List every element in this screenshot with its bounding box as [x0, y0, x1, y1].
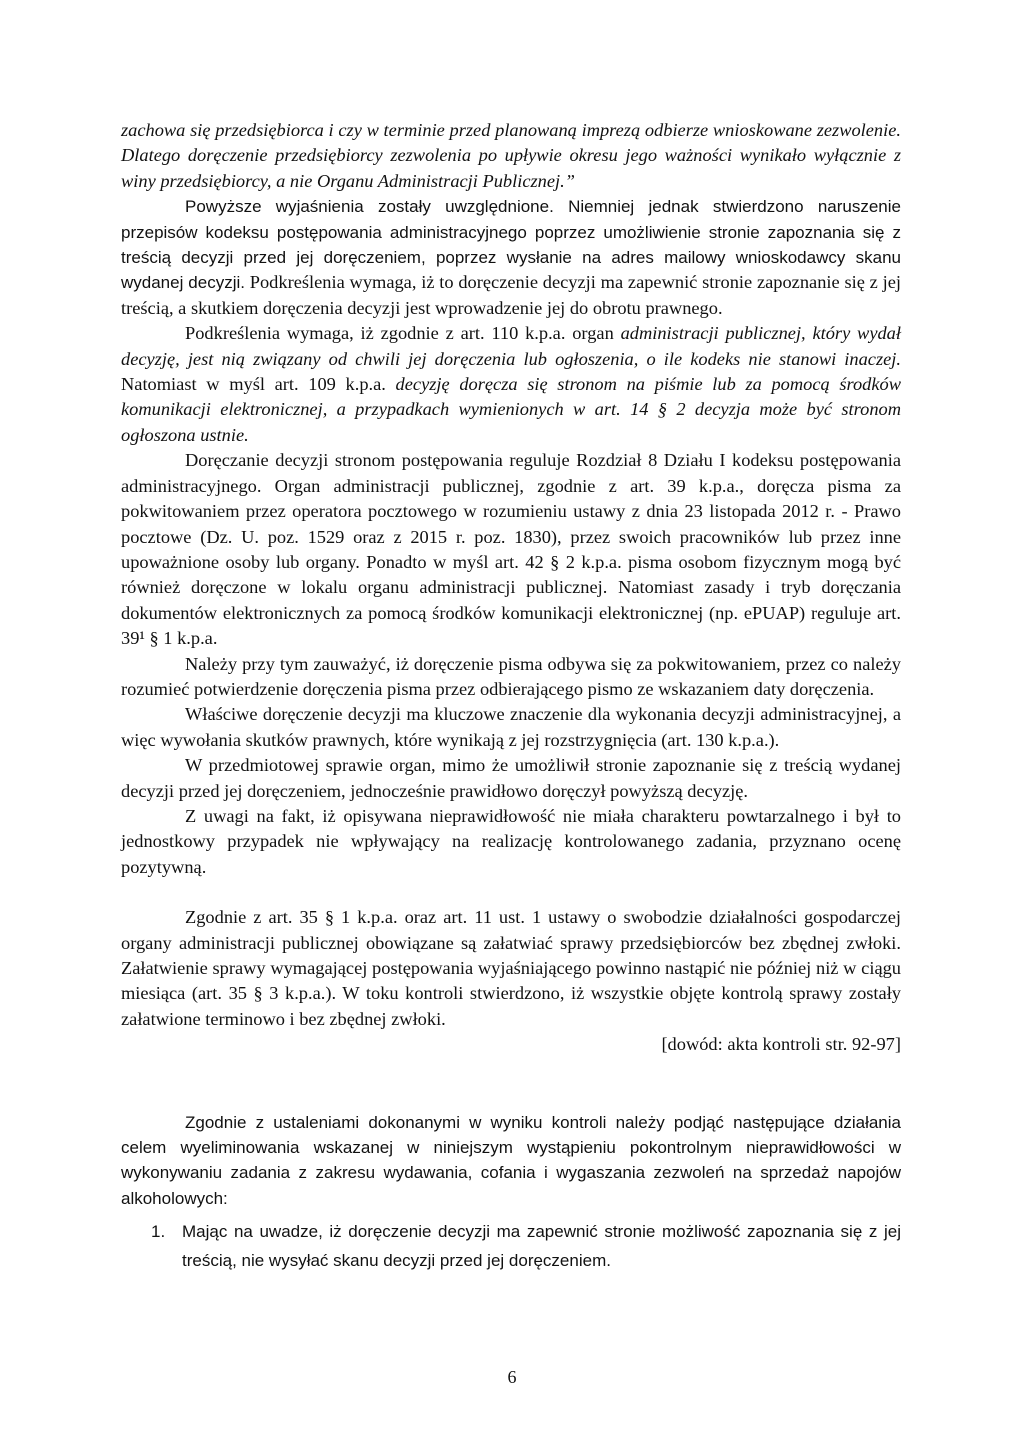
spacer [121, 880, 901, 905]
paragraph-delivery-rules: Doręczanie decyzji stronom postępowania reguluje Rozdział 8 Działu I kodeksu postępowania administracyjnego. Organ administracji publicznej, zgodnie z art. 39 k.p.a., doręcza pisma za pokwitowaniem przez operatora pocztowego w rozumieniu ustawy z dnia 23 listopada 2012 r. - Prawo pocztowe (Dz. U. poz. 1529 oraz z 2015 r. poz. 1830), przez swoich pracowników lub przez inne upoważnione osoby lub organy. Ponadto w myśl art. 42 § 2 k.p.a. pisma osobom fizycznym mogą być również doręczone w lokalu organu administracji publicznej. Natomiast zasady i tryb doręczania dokumentów elektronicznych za pomocą środków komunikacji elektronicznej (np. ePUAP) reguluje art. 39¹ § 1 k.p.a. [121, 450, 901, 649]
recommendations-list [121, 1217, 901, 1275]
spacer [121, 1058, 901, 1110]
list-item-text: Mając na uwadze, iż doręczenie decyzji ma zapewnić stronie możliwość zapoznania się z jej treścią, nie wysyłać skanu decyzji przed jej doręczeniem. [182, 1222, 901, 1271]
document-page [121, 118, 901, 1275]
art-109-intro: Natomiast w myśl art. 109 k.p.a. [121, 374, 396, 395]
art-110-quote: administracji publicznej, który wydał decyzję, jest nią związany od chwili jej doręczenia lub ogłoszenia, o ile kodeks nie stanowi inaczej. [121, 323, 901, 369]
paragraph-explanations-accepted [121, 194, 901, 321]
list-item [121, 1217, 901, 1275]
evidence-reference: [dowód: akta kontroli str. 92-97] [661, 1034, 901, 1055]
paragraph-case-finding: W przedmiotowej sprawie organ, mimo że umożliwił stronie zapoznanie się z treścią wydanej decyzji przed jej doręczeniem, jednocześnie prawidłowo doręczył powyższą decyzję. [121, 755, 901, 801]
paragraph-art-35: Zgodnie z art. 35 § 1 k.p.a. oraz art. 11 ust. 1 ustawy o swobodzie działalności gospodarczej organy administracji publicznej obowiązane są załatwiać sprawy przedsiębiorców bez zbędnej zwłoki. Załatwienie sprawy wymagającej postępowania wyjaśniającego powinno nastąpić nie później niż w ciągu miesiąca (art. 35 § 3 k.p.a.). W toku kontroli stwierdzono, iż wszystkie objęte kontrolą sprawy zostały załatwione terminowo i bez zbędnej zwłoki. [121, 907, 901, 1029]
art-110-intro: Podkreślenia wymaga, iż zgodnie z art. 110 k.p.a. organ [185, 323, 621, 344]
page-number: 6 [507, 1367, 517, 1387]
list-item-number: 1. [151, 1222, 166, 1242]
violation-sentence: Niemniej jednak stwierdzono naruszenie przepisów kodeksu postępowania administracyjnego poprzez umożliwienie stronie zapoznania się z treścią decyzji przed jej doręczeniem, poprzez wysłanie na adres mailowy wnioskodawcy skanu wydanej decyzji. [121, 197, 901, 293]
paragraph-positive-assessment: Z uwagi na fakt, iż opisywana nieprawidłowość nie miała charakteru powtarzalnego i był to jednostkowy przypadek nie wpływający na realizację kontrolowanego zadania, przyznano ocenę pozytywną. [121, 805, 901, 877]
quote-continuation: zachowa się przedsiębiorca i czy w terminie przed planowaną imprezą odbierze wnioskowane zezwolenie. Dlatego doręczenie przedsiębiorcy zezwolenia po upływie okresu jego ważności wynikało wyłącznie z winy przedsiębiorcy, a nie Organu Administracji Publicznej.” [121, 120, 901, 191]
art-109-quote: decyzję doręcza się stronom na piśmie lub za pomocą środków komunikacji elektronicznej, a przypadkach wymienionych w art. 14 § 2 decyzja może być stronom ogłoszona ustnie. [121, 374, 902, 445]
paragraph-recommendations-intro: Zgodnie z ustaleniami dokonanymi w wyniku kontroli należy podjąć następujące działania celem wyeliminowania wskazanej w niniejszym wystąpieniu pokontrolnym nieprawidłowości w wykonywaniu zadania z zakresu wydawania, cofania i wygaszania zezwoleń na sprzedaż napojów alkoholowych: [121, 1112, 901, 1208]
emphasis-sentence: Podkreślenia wymaga, iż to doręczenie decyzji ma zapewnić stronie zapoznanie się z jej treścią, a skutkiem doręczenia decyzji jest wprowadzenie jej do obrotu prawnego. [121, 272, 901, 318]
paragraph-art-110 [121, 321, 901, 448]
explanations-accepted-sentence: Powyższe wyjaśnienia zostały uwzględnione. [185, 197, 554, 217]
paragraph-receipt: Należy przy tym zauważyć, iż doręczenie pisma odbywa się za pokwitowaniem, przez co należy rozumieć potwierdzenie doręczenia pisma przez odbierającego pismo ze wskazaniem daty doręczenia. [121, 653, 901, 699]
paragraph-proper-delivery: Właściwe doręczenie decyzji ma kluczowe znaczenie dla wykonania decyzji administracyjnej, a więc wywołania skutków prawnych, które wynikają z jej rozstrzygnięcia (art. 130 k.p.a.). [121, 704, 901, 750]
